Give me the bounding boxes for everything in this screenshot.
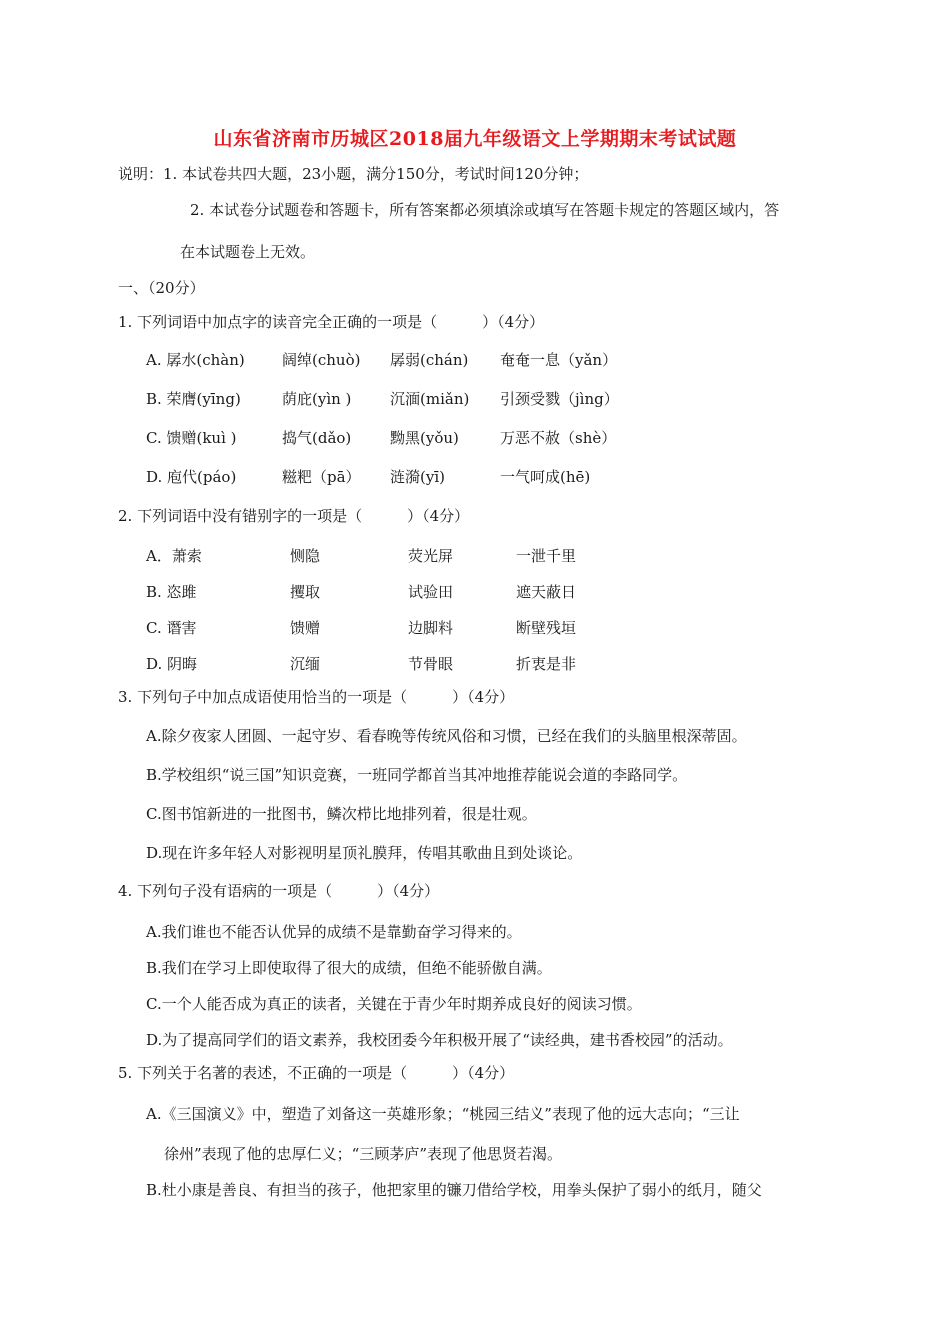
option-term: 涟漪(yī) xyxy=(390,468,445,486)
option-term: C. 谮害 xyxy=(146,619,197,637)
option-term: 奄奄一息（yǎn） xyxy=(500,351,618,369)
question-5-option-b: B.杜小康是善良、有担当的孩子，他把家里的镰刀借给学校，用拳头保护了弱小的纸月，随父 xyxy=(146,1181,762,1199)
section-heading: 一、（20分） xyxy=(118,279,205,297)
option-term: 折衷是非 xyxy=(516,655,577,673)
option-term: D. 阴晦 xyxy=(146,655,198,673)
option-term: 边脚料 xyxy=(408,619,454,637)
option-term: 万恶不赦（shè） xyxy=(500,429,617,447)
question-5-option-a: A.《三国演义》中，塑造了刘备这一英雄形象；“桃园三结义”表现了他的远大志向；“三让 xyxy=(146,1105,740,1123)
question-4-option-c: C.一个人能否成为真正的读者，关键在于青少年时期养成良好的阅读习惯。 xyxy=(146,995,642,1013)
question-2-stem: 2. 下列词语中没有错别字的一项是（ ）（4分） xyxy=(118,507,470,525)
option-term: A．萧索 xyxy=(146,547,202,565)
option-term: 引颈受戮（jìng） xyxy=(500,390,619,408)
question-4-option-d: D.为了提高同学们的语文素养，我校团委今年积极开展了“读经典，建书香校园”的活动。 xyxy=(146,1031,733,1049)
note-2-continued: 在本试题卷上无效。 xyxy=(180,243,316,261)
option-term: 节骨眼 xyxy=(408,655,454,673)
option-term: B. 恣雎 xyxy=(146,583,197,601)
question-3-option-c: C.图书馆新进的一批图书，鳞次栉比地排列着，很是壮观。 xyxy=(146,805,537,823)
option-term: 遮天蔽日 xyxy=(516,583,577,601)
option-term: 捣气(dǎo) xyxy=(282,429,352,447)
option-term: 孱弱(chán) xyxy=(390,351,469,369)
note-2: 2. 本试卷分试题卷和答题卡，所有答案都必须填涂或填写在答题卡规定的答题区域内，答 xyxy=(190,201,780,219)
question-3-stem: 3. 下列句子中加点成语使用恰当的一项是（ ）（4分） xyxy=(118,688,515,706)
question-5-stem: 5. 下列关于名著的表述，不正确的一项是（ ）（4分） xyxy=(118,1064,515,1082)
option-term: 荧光屏 xyxy=(408,547,454,565)
option-term: D. 庖代(páo) xyxy=(146,468,237,486)
option-term: 一泄千里 xyxy=(516,547,577,565)
option-term: 一气呵成(hē) xyxy=(500,468,591,486)
option-term: 攫取 xyxy=(290,583,321,601)
question-4-option-b: B.我们在学习上即使取得了很大的成绩，但绝不能骄傲自满。 xyxy=(146,959,552,977)
option-term: 沉湎(miǎn) xyxy=(390,390,470,408)
question-3-option-b: B.学校组织“说三国”知识竞赛，一班同学都首当其冲地推荐能说会道的李路同学。 xyxy=(146,766,688,784)
option-term: 黝黑(yǒu) xyxy=(390,429,459,447)
option-term: 阔绰(chuò) xyxy=(282,351,361,369)
question-3-option-a: A.除夕夜家人团圆、一起守岁、看春晚等传统风俗和习惯，已经在我们的头脑里根深蒂固。 xyxy=(146,727,747,745)
question-5-option-a-continued: 徐州”表现了他的忠厚仁义；“三顾茅庐”表现了他思贤若渴。 xyxy=(164,1145,563,1163)
option-term: 馈赠 xyxy=(290,619,321,637)
option-term: 试验田 xyxy=(408,583,454,601)
question-1-stem: 1. 下列词语中加点字的读音完全正确的一项是（ ）（4分） xyxy=(118,313,545,331)
option-term: 恻隐 xyxy=(290,547,321,565)
option-term: A. 孱水(chàn) xyxy=(146,351,245,369)
option-term: 糍粑（pā） xyxy=(282,468,361,486)
option-term: 沉缅 xyxy=(290,655,321,673)
page-title: 山东省济南市历城区2018届九年级语文上学期期末考试试题 xyxy=(213,128,737,150)
option-term: C. 馈赠(kuì ) xyxy=(146,429,237,447)
option-term: 荫庇(yìn ) xyxy=(282,390,352,408)
option-term: 断壁残垣 xyxy=(516,619,577,637)
option-term: B. 荣膺(yīng) xyxy=(146,390,241,408)
question-4-option-a: A.我们谁也不能否认优异的成绩不是靠勤奋学习得来的。 xyxy=(146,923,522,941)
question-3-option-d: D.现在许多年轻人对影视明星顶礼膜拜，传唱其歌曲且到处谈论。 xyxy=(146,844,583,862)
question-4-stem: 4. 下列句子没有语病的一项是（ ）（4分） xyxy=(118,882,440,900)
note-1: 说明：1. 本试卷共四大题，23小题，满分150分，考试时间120分钟； xyxy=(118,165,589,183)
